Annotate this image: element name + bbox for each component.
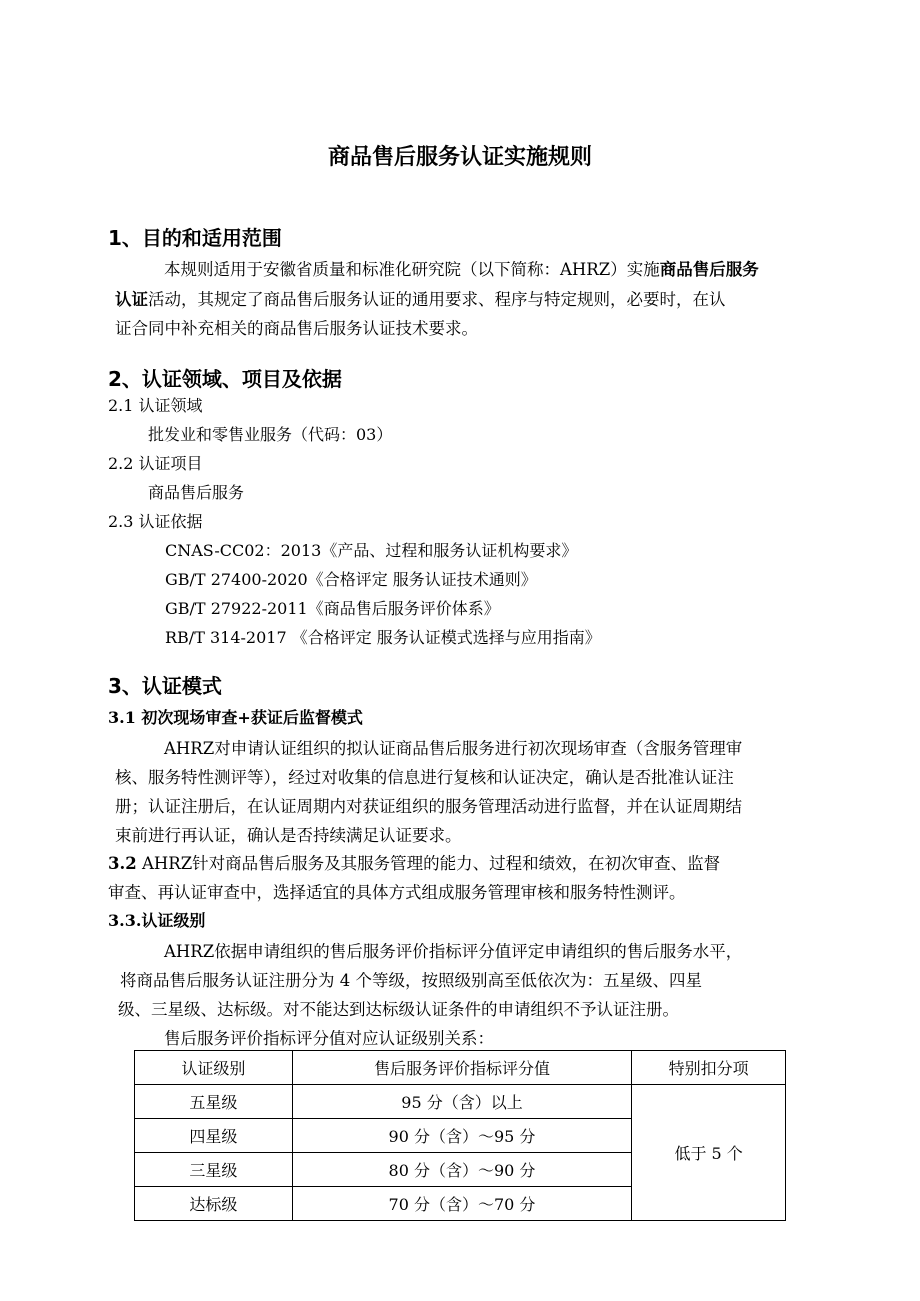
subsection-2-2-body: 商品售后服务 bbox=[148, 483, 245, 502]
table-caption: 售后服务评价指标评分值对应认证级别关系： bbox=[164, 1029, 494, 1048]
subsection-3-2-line-1: 3.2 AHRZ针对商品售后服务及其服务管理的能力、过程和绩效，在初次审查、监督 bbox=[108, 854, 721, 873]
subsection-3-3-line-1: AHRZ依据申请组织的售后服务评价指标评分值评定申请组织的售后服务水平， bbox=[164, 942, 743, 961]
subsection-3-3-line-2: 将商品售后服务认证注册分为 4 个等级，按照级别高至低依次为：五星级、四星 bbox=[120, 971, 702, 990]
table-header-row bbox=[135, 1051, 786, 1085]
table-header-cell: 售后服务评价指标评分值 bbox=[292, 1051, 631, 1085]
subsection-3-1-line-4: 束前进行再认证，确认是否持续满足认证要求。 bbox=[115, 826, 462, 845]
table-header-cell: 特别扣分项 bbox=[632, 1051, 786, 1085]
table-cell-level: 达标级 bbox=[135, 1187, 293, 1221]
table-cell-deduction: 低于 5 个 bbox=[632, 1085, 786, 1221]
page-title: 商品售后服务认证实施规则 bbox=[327, 145, 592, 170]
table-cell-level: 五星级 bbox=[135, 1085, 293, 1119]
subsection-3-1-line-2: 核、服务特性测评等），经过对收集的信息进行复核和认证决定，确认是否批准认证注 bbox=[115, 768, 734, 787]
subsection-3-3: 3.3.认证级别 bbox=[108, 911, 206, 930]
table-cell-score: 95 分（含）以上 bbox=[292, 1085, 631, 1119]
section-1-paragraph-line-3: 证合同中补充相关的商品售后服务认证技术要求。 bbox=[115, 319, 478, 338]
table-header-cell: 认证级别 bbox=[135, 1051, 293, 1085]
table-cell-score: 80 分（含）～90 分 bbox=[292, 1153, 631, 1187]
section-2-heading: 2、认证领域、项目及依据 bbox=[108, 367, 342, 391]
subsection-2-1-body: 批发业和零售业服务（代码：03） bbox=[148, 425, 393, 444]
section-1-heading: 1、目的和适用范围 bbox=[108, 226, 282, 250]
table-cell-score: 90 分（含）～95 分 bbox=[292, 1119, 631, 1153]
reference-item: GB/T 27400-2020《合格评定 服务认证技术通则》 bbox=[165, 570, 537, 589]
subsection-3-1-line-3: 册；认证注册后，在认证周期内对获证组织的服务管理活动进行监督，并在认证周期结 bbox=[115, 797, 742, 816]
section-3-heading: 3、认证模式 bbox=[108, 674, 222, 698]
subsection-2-3: 2.3 认证依据 bbox=[108, 512, 203, 531]
subsection-3-3-line-3: 级、三星级、达标级。对不能达到达标级认证条件的申请组织不予认证注册。 bbox=[118, 1000, 679, 1019]
reference-item: GB/T 27922-2011《商品售后服务评价体系》 bbox=[165, 599, 500, 618]
section-1-paragraph-line-2: 认证活动，其规定了商品售后服务认证的通用要求、程序与特定规则，必要时，在认 bbox=[115, 290, 726, 309]
reference-item: RB/T 314-2017 《合格评定 服务认证模式选择与应用指南》 bbox=[165, 628, 601, 647]
table-cell-level: 三星级 bbox=[135, 1153, 293, 1187]
table-cell-score: 70 分（含）～70 分 bbox=[292, 1187, 631, 1221]
grade-table bbox=[134, 1050, 786, 1221]
table-row bbox=[135, 1085, 786, 1119]
subsection-3-2-line-2: 审查、再认证审查中，选择适宜的具体方式组成服务管理审核和服务特性测评。 bbox=[108, 883, 686, 902]
table-cell-level: 四星级 bbox=[135, 1119, 293, 1153]
subsection-3-1-line-1: AHRZ对申请认证组织的拟认证商品售后服务进行初次现场审查（含服务管理审 bbox=[164, 739, 743, 758]
subsection-3-1: 3.1 初次现场审查+获证后监督模式 bbox=[108, 708, 363, 727]
subsection-2-1: 2.1 认证领域 bbox=[108, 396, 203, 415]
section-1-paragraph-line-1: 本规则适用于安徽省质量和标准化研究院（以下简称：AHRZ）实施商品售后服务 bbox=[164, 260, 759, 279]
subsection-2-2: 2.2 认证项目 bbox=[108, 454, 203, 473]
reference-item: CNAS-CC02：2013《产品、过程和服务认证机构要求》 bbox=[165, 541, 578, 560]
